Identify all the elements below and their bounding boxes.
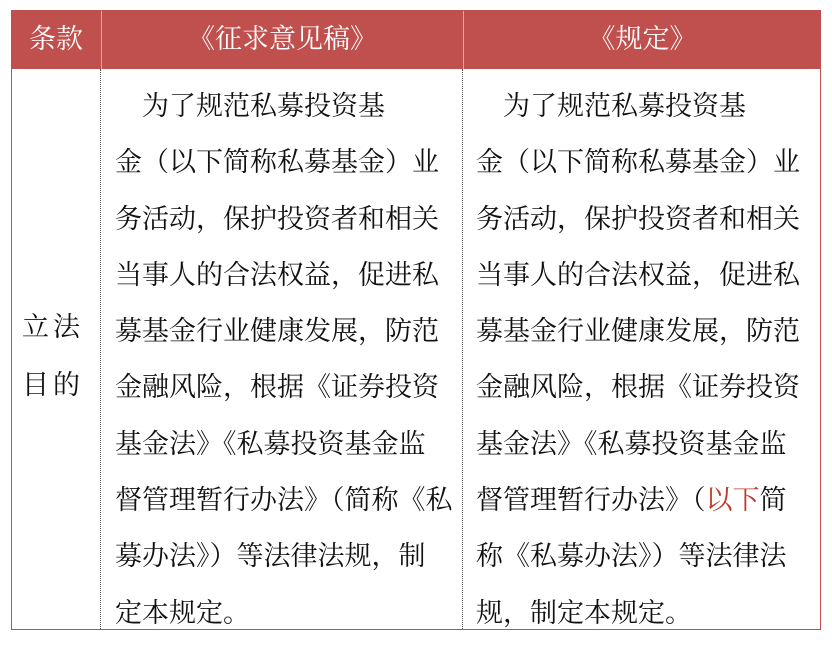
text-line: 定本规定。 [115,597,250,629]
text-line: 务活动，保护投资者和相关 [476,203,800,235]
header-draft: 《征求意见稿》 [101,11,463,69]
table-row [12,69,820,629]
text-line: 督管理暂行办法》（简称《私 [115,485,453,517]
header-final: 《规定》 [463,11,821,69]
comparison-table [11,10,821,630]
text-segment: 督管理暂行办法》（ [476,485,706,517]
clause-label [22,299,92,415]
table-header [12,11,820,69]
text-line: 募基金行业健康发展，防范 [115,316,439,348]
text-line: 为了规范私募投资基 [476,91,746,122]
draft-cell [101,69,463,629]
text-line: 务活动，保护投资者和相关 [115,203,439,235]
final-text [476,79,800,642]
text-segment: 简 [759,485,787,517]
clause-label-line: 立法 [22,312,84,343]
highlighted-insertion: 以下 [705,485,760,517]
text-line: 规，制定本规定。 [476,597,692,629]
text-line: 为了规范私募投资基 [115,91,385,122]
text-line: 当事人的合法权益，促进私 [115,259,439,291]
text-line: 金（以下简称私募基金）业 [115,147,439,179]
draft-text [115,79,453,642]
text-line: 基金法》《私募投资基金监 [115,428,426,460]
text-line: 募办法》）等法律法规，制 [115,541,426,573]
text-line: 金（以下简称私募基金）业 [476,147,800,179]
text-line: 当事人的合法权益，促进私 [476,259,800,291]
text-line: 金融风险，根据《证券投资 [476,372,800,404]
text-line: 基金法》《私募投资基金监 [476,428,787,460]
text-line: 募基金行业健康发展，防范 [476,316,800,348]
header-clause: 条款 [29,24,83,55]
clause-label-line: 目的 [22,370,84,401]
final-cell [463,69,820,629]
clause-cell [12,69,101,629]
text-line: 金融风险，根据《证券投资 [115,372,439,404]
text-line-with-highlight [476,473,800,529]
text-line: 称《私募办法》）等法律法 [476,541,787,573]
